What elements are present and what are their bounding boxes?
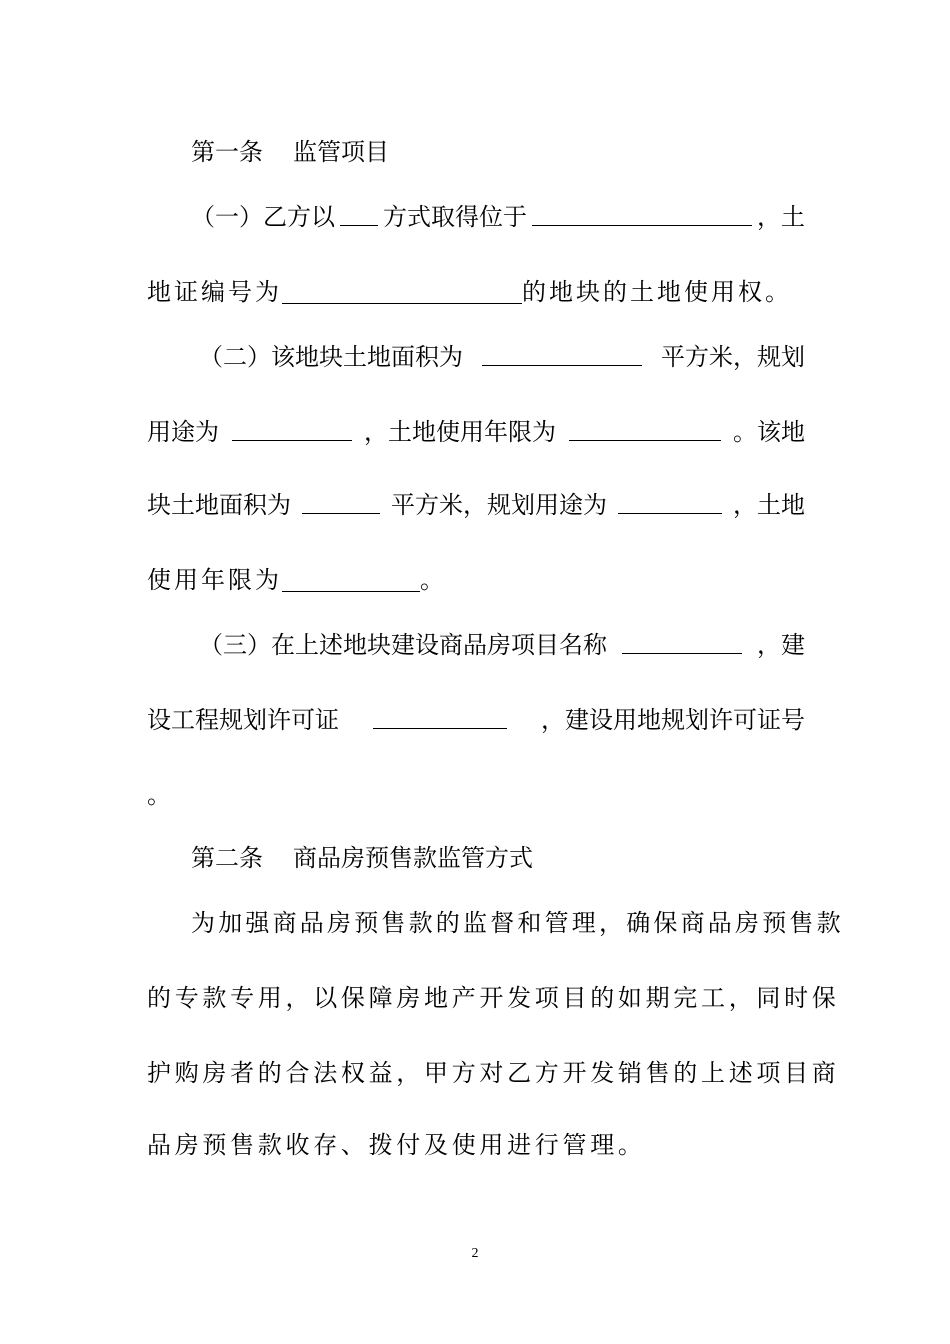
article-2-text-4: 品房预售款收存、拨付及使用进行管理。 — [147, 1131, 646, 1159]
clause-1-text-a: （一）乙方以 — [191, 203, 335, 231]
clause-3-line-2 — [147, 700, 805, 740]
clause-3-line-1 — [199, 625, 805, 665]
clause-1-text-e: 的地块的土地使用权。 — [522, 278, 792, 306]
clause-2-text-g: 平方米，规划用途为 — [391, 491, 607, 519]
article-1-heading — [191, 132, 849, 172]
clause-2-text-h: ，土地 — [733, 491, 805, 519]
clause-2-line-1 — [199, 337, 805, 377]
clause-1-line-1 — [191, 197, 805, 237]
blank-construction-permit[interactable] — [373, 700, 507, 729]
blank-land-certificate-number[interactable] — [282, 275, 522, 304]
page-number: 2 — [471, 1246, 479, 1261]
clause-2-text-b: 平方米，规划 — [661, 343, 805, 371]
article-1-title: 监管项目 — [293, 138, 389, 166]
clause-2-line-2 — [147, 412, 805, 452]
clause-3-text-c: 设工程规划许可证 — [147, 706, 339, 734]
article-2-title: 商品房预售款监管方式 — [293, 844, 533, 872]
blank-land-area-2[interactable] — [302, 485, 380, 514]
blank-project-name[interactable] — [622, 625, 742, 654]
clause-2-line-3 — [147, 485, 805, 525]
clause-2-text-c: 用途为 — [147, 418, 219, 446]
blank-acquisition-method[interactable] — [340, 197, 378, 226]
clause-2-text-a: （二）该地块土地面积为 — [199, 343, 463, 371]
article-2-heading — [191, 838, 849, 878]
article-2-text-1: 为加强商品房预售款的监督和管理，确保商品房预售款 — [191, 909, 844, 937]
clause-2-text-f: 块土地面积为 — [147, 491, 291, 519]
clause-2-text-e: 。该地 — [733, 418, 805, 446]
clause-1-line-2 — [147, 272, 805, 312]
clause-3-text-d: ，建设用地规划许可证号 — [541, 706, 805, 734]
article-2-text-3: 护购房者的合法权益，甲方对乙方开发销售的上述项目商 — [147, 1059, 840, 1087]
clause-3-line-3 — [147, 775, 805, 815]
clause-2-line-4 — [147, 560, 805, 600]
clause-3-text-e: 。 — [147, 781, 171, 809]
clause-1-text-d: 地证编号为 — [147, 278, 282, 306]
article-2-line-2 — [147, 978, 840, 1018]
article-2-line-4 — [147, 1125, 805, 1165]
article-2-line-3 — [147, 1053, 840, 1093]
blank-land-area[interactable] — [482, 337, 642, 366]
clause-2-text-d: ，土地使用年限为 — [364, 418, 556, 446]
clause-3-text-b: ，建 — [757, 631, 805, 659]
clause-2-text-i: 使用年限为 — [147, 566, 282, 594]
article-2-line-1 — [191, 903, 844, 943]
blank-land-use-term-2[interactable] — [282, 563, 420, 592]
article-2-text-2: 的专款专用，以保障房地产开发项目的如期完工，同时保 — [147, 984, 840, 1012]
clause-3-text-a: （三）在上述地块建设商品房项目名称 — [199, 631, 607, 659]
blank-planned-use[interactable] — [232, 412, 352, 441]
clause-1-text-c: ，土 — [757, 203, 805, 231]
article-1-number: 第一条 — [191, 138, 263, 166]
clause-2-text-j: 。 — [420, 566, 447, 594]
clause-1-text-b: 方式取得位于 — [383, 203, 527, 231]
blank-location[interactable] — [532, 197, 752, 226]
blank-planned-use-2[interactable] — [618, 485, 722, 514]
article-2-number: 第二条 — [191, 844, 263, 872]
blank-land-use-term[interactable] — [569, 412, 721, 441]
